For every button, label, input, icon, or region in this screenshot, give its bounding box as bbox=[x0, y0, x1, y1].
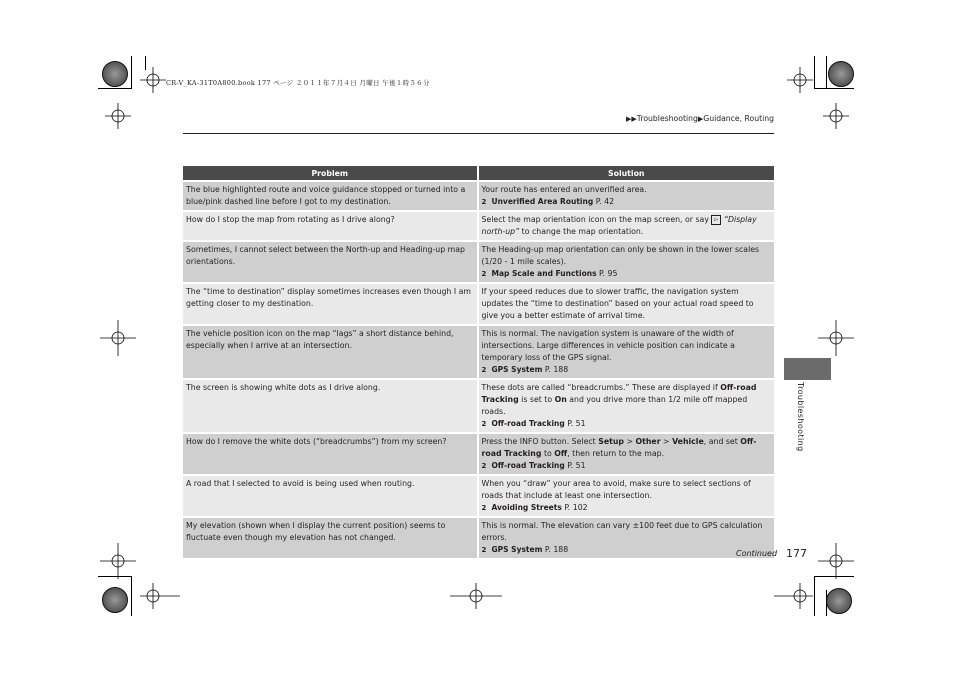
problem-cell: The blue highlighted route and voice guidance stopped or turned into a blue/pink dashed line before I got to my destination. bbox=[183, 180, 479, 210]
reference-page: P. 188 bbox=[544, 365, 569, 374]
breadcrumb-subsection: Guidance, Routing bbox=[703, 114, 774, 123]
header-solution: Solution bbox=[479, 166, 775, 180]
cross-reference[interactable] bbox=[482, 364, 772, 376]
solution-cell bbox=[479, 180, 775, 210]
cross-reference[interactable] bbox=[482, 196, 772, 208]
solution-text: The Heading-up map orientation can only be shown in the lower scales (1/20 - 1 mile scales). bbox=[481, 245, 760, 266]
section-tab bbox=[784, 358, 831, 380]
print-header: CR-V_KA-31T0A800.book 177 ページ ２０１１年７月４日 月曜日 午後１時５６分 bbox=[166, 79, 430, 87]
reference-page: P. 102 bbox=[564, 503, 588, 512]
table-row bbox=[183, 240, 774, 282]
problem-cell: How do I stop the map from rotating as I drive along? bbox=[183, 210, 479, 240]
table-row bbox=[183, 210, 774, 240]
solution-cell bbox=[479, 240, 775, 282]
solution-cell bbox=[479, 324, 775, 378]
solution-text: These dots are called “breadcrumbs.” These are displayed if Off-road Tracking is set to On and you drive more than 1/2 mile off mapped roads. bbox=[481, 383, 757, 416]
solution-text: Select the map orientation icon on the map screen, or say bbox=[481, 215, 709, 224]
reference-page: P. 51 bbox=[567, 461, 586, 470]
cross-reference[interactable] bbox=[482, 502, 772, 514]
crosshair-icon bbox=[450, 583, 502, 609]
table-row bbox=[183, 180, 774, 210]
table-row bbox=[183, 474, 774, 516]
section-tab-label: Troubleshooting bbox=[796, 382, 805, 452]
reference-page: P. 95 bbox=[599, 269, 618, 278]
reference-page: P. 42 bbox=[595, 197, 615, 206]
solution-text: When you “draw” your area to avoid, make sure to select sections of roads that include at least one intersection. bbox=[481, 479, 751, 500]
reference-icon: 2 bbox=[481, 198, 487, 206]
solution-text: This is normal. The elevation can vary ±100 feet due to GPS calculation errors. bbox=[481, 521, 763, 542]
solution-cell bbox=[479, 474, 775, 516]
reference-page: P. 188 bbox=[544, 545, 569, 554]
header-rule bbox=[183, 133, 774, 134]
table-row bbox=[183, 432, 774, 474]
crosshair-icon bbox=[100, 320, 136, 356]
problem-cell: The “time to destination” display sometimes increases even though I am getting closer to my destination. bbox=[183, 282, 479, 324]
crosshair-icon bbox=[140, 583, 180, 609]
reference-title[interactable]: Avoiding Streets bbox=[491, 503, 562, 512]
breadcrumb bbox=[626, 114, 774, 123]
crosshair-icon bbox=[140, 67, 166, 93]
header-problem: Problem bbox=[183, 166, 479, 180]
breadcrumb-arrows-icon: ▶▶ bbox=[626, 115, 637, 123]
breadcrumb-arrow-icon: ▶ bbox=[697, 115, 704, 123]
breadcrumb-section: Troubleshooting bbox=[636, 114, 698, 123]
reference-icon: 2 bbox=[481, 504, 487, 512]
problem-cell: The screen is showing white dots as I drive along. bbox=[183, 378, 479, 432]
crosshair-icon bbox=[818, 320, 854, 356]
solution-text: Press the INFO button. Select Setup > Other > Vehicle, and set Off-road Tracking to Off, then return to the map. bbox=[481, 437, 757, 458]
cross-reference[interactable] bbox=[482, 460, 772, 472]
voice-command: “Display north-up” bbox=[481, 215, 757, 236]
reference-title[interactable]: GPS System bbox=[491, 545, 543, 554]
solution-cell bbox=[479, 282, 775, 324]
solution-text-end: to change the map orientation. bbox=[521, 227, 644, 236]
table-row bbox=[183, 282, 774, 324]
cross-reference[interactable] bbox=[482, 268, 772, 280]
reference-title[interactable]: Unverified Area Routing bbox=[491, 197, 594, 206]
table-row bbox=[183, 516, 774, 558]
problem-cell: Sometimes, I cannot select between the North-up and Heading-up map orientations. bbox=[183, 240, 479, 282]
cross-reference[interactable] bbox=[482, 544, 772, 556]
crosshair-icon bbox=[105, 103, 131, 129]
talk-icon: ▻ bbox=[711, 215, 721, 225]
reference-title[interactable]: Off-road Tracking bbox=[491, 461, 565, 470]
crosshair-icon bbox=[787, 67, 813, 93]
crosshair-icon bbox=[774, 583, 813, 609]
problem-cell: How do I remove the white dots (“breadcrumbs”) from my screen? bbox=[183, 432, 479, 474]
solution-cell bbox=[479, 210, 775, 240]
solution-cell bbox=[479, 378, 775, 432]
problem-cell: The vehicle position icon on the map “lags” a short distance behind, especially when I arrive at an intersection. bbox=[183, 324, 479, 378]
table-row bbox=[183, 324, 774, 378]
problem-cell: A road that I selected to avoid is being used when routing. bbox=[183, 474, 479, 516]
reference-icon: 2 bbox=[481, 546, 487, 554]
problem-cell: My elevation (shown when I display the current position) seems to fluctuate even though my elevation has not changed. bbox=[183, 516, 479, 558]
reference-icon: 2 bbox=[481, 420, 487, 428]
solution-text: This is normal. The navigation system is unaware of the width of intersections. Large differences in vehicle position can indicate a temporary loss of the GPS signal. bbox=[481, 329, 735, 362]
reference-title[interactable]: GPS System bbox=[491, 365, 543, 374]
crosshair-icon bbox=[100, 543, 136, 579]
continued-label: Continued bbox=[736, 549, 778, 558]
solution-text: Your route has entered an unverified area. bbox=[481, 185, 647, 194]
solution-cell bbox=[479, 432, 775, 474]
page-number: 177 bbox=[786, 547, 807, 560]
reference-icon: 2 bbox=[481, 366, 487, 374]
reference-icon: 2 bbox=[481, 462, 487, 470]
reference-icon: 2 bbox=[481, 270, 487, 278]
reference-title[interactable]: Map Scale and Functions bbox=[491, 269, 597, 278]
crosshair-icon bbox=[823, 103, 849, 129]
cross-reference[interactable] bbox=[482, 418, 772, 430]
table-row bbox=[183, 378, 774, 432]
reference-page: P. 51 bbox=[567, 419, 586, 428]
crosshair-icon bbox=[818, 543, 854, 579]
solution-cell bbox=[479, 516, 778, 558]
solution-text: If your speed reduces due to slower traffic, the navigation system updates the “time to destination” based on your actual road speed to give you a better estimate of arrival time. bbox=[481, 287, 754, 320]
troubleshooting-table bbox=[183, 166, 774, 558]
reference-title[interactable]: Off-road Tracking bbox=[491, 419, 565, 428]
